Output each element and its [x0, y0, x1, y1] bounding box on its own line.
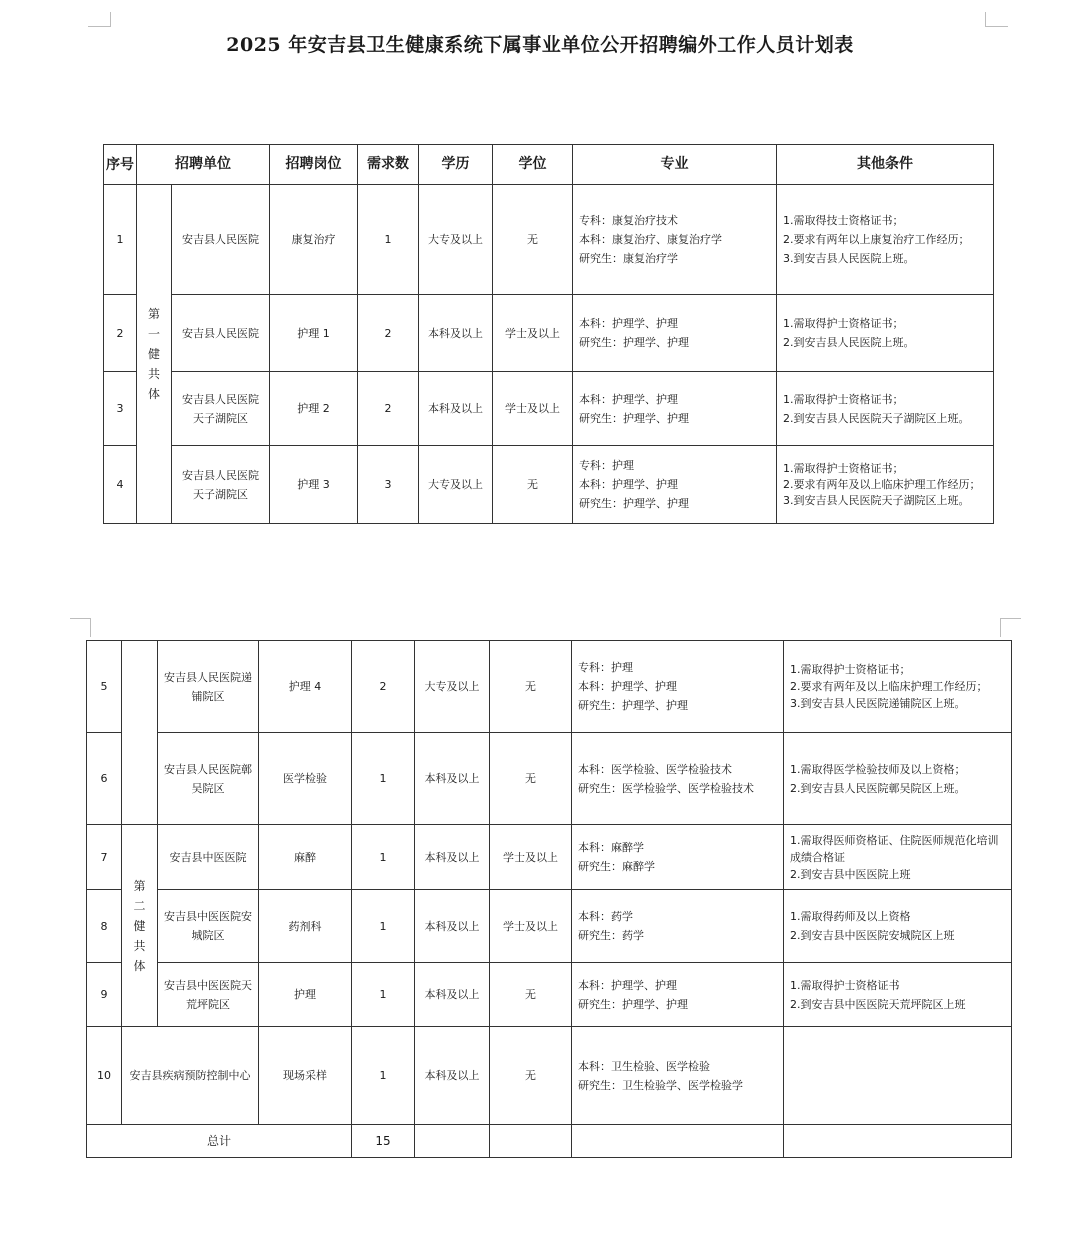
- major-line: 研究生：护理学、护理: [578, 699, 688, 712]
- row-post: 麻醉: [259, 825, 352, 890]
- condition-line: 2.到安吉县人民医院鄣吴院区上班。: [790, 781, 966, 795]
- row-major: [573, 185, 777, 295]
- row-unit: 安吉县人民医院递铺院区: [158, 641, 259, 733]
- row-other: [777, 372, 994, 446]
- row-num: 3: [358, 446, 419, 524]
- row-seq: 4: [104, 446, 137, 524]
- recruitment-table-page-1: [103, 144, 994, 524]
- major-line: 研究生：康复治疗学: [579, 252, 678, 265]
- row-unit: 安吉县中医医院天荒坪院区: [158, 963, 259, 1027]
- major-line: 研究生：护理学、护理: [579, 336, 689, 349]
- row-degree: 无: [493, 185, 573, 295]
- row-other: [784, 963, 1012, 1027]
- row-unit: 安吉县中医医院安城院区: [158, 890, 259, 963]
- header-seq: 序号: [104, 145, 137, 185]
- condition-line: 2.到安吉县中医医院上班: [790, 867, 911, 881]
- table-row: [104, 446, 994, 524]
- row-num: 1: [352, 825, 415, 890]
- condition-line: 2.到安吉县中医医院安城院区上班: [790, 929, 955, 942]
- major-line: 本科：医学检验、医学检验技术: [578, 762, 732, 776]
- row-edu: 本科及以上: [415, 890, 490, 963]
- row-seq: 8: [87, 890, 122, 963]
- row-num: 2: [352, 641, 415, 733]
- table-row: [87, 733, 1012, 825]
- row-post: 护理 1: [270, 295, 358, 372]
- row-degree: 无: [493, 446, 573, 524]
- condition-line: 2.要求有两年及以上临床护理工作经历；: [783, 477, 981, 491]
- row-seq: 3: [104, 372, 137, 446]
- major-line: 研究生：麻醉学: [578, 860, 655, 873]
- row-unit: 安吉县人民医院鄣吴院区: [158, 733, 259, 825]
- row-major: [573, 372, 777, 446]
- row-unit: 安吉县人民医院: [172, 295, 270, 372]
- row-edu: 大专及以上: [419, 185, 493, 295]
- row-major: [572, 733, 784, 825]
- major-line: 研究生：药学: [578, 929, 644, 942]
- row-other: [784, 1027, 1012, 1125]
- row-edu: 大专及以上: [415, 641, 490, 733]
- condition-line: 3.到安吉县人民医院天子湖院区上班。: [783, 493, 970, 507]
- major-line: 专科：护理: [579, 459, 634, 472]
- empty-cell: [490, 1125, 572, 1158]
- total-label: 总计: [87, 1125, 352, 1158]
- table-row: [87, 963, 1012, 1027]
- row-num: 2: [358, 372, 419, 446]
- row-num: 1: [352, 963, 415, 1027]
- table-row: [87, 890, 1012, 963]
- row-edu: 本科及以上: [415, 825, 490, 890]
- empty-cell: [415, 1125, 490, 1158]
- row-degree: 无: [490, 733, 572, 825]
- major-line: 本科：护理学、护理: [578, 680, 677, 693]
- major-line: 本科：麻醉学: [578, 841, 644, 854]
- group-continuation-cell: [122, 641, 158, 825]
- condition-line: 3.到安吉县人民医院递铺院区上班。: [790, 697, 966, 710]
- condition-line: 3.到安吉县人民医院上班。: [783, 252, 915, 265]
- row-other: [777, 185, 994, 295]
- condition-line: 1.需取得医学检验技师及以上资格；: [790, 762, 966, 776]
- major-line: 研究生：护理学、护理: [579, 411, 689, 425]
- crop-mark-top-right: [985, 12, 1008, 27]
- row-unit: 安吉县疾病预防控制中心: [122, 1027, 259, 1125]
- row-other: [784, 890, 1012, 963]
- row-num: 1: [352, 1027, 415, 1125]
- row-degree: 学士及以上: [490, 825, 572, 890]
- header-unit: 招聘单位: [137, 145, 270, 185]
- major-line: 研究生：医学检验学、医学检验技术: [578, 781, 754, 795]
- major-line: 本科：护理学、护理: [579, 392, 678, 406]
- empty-cell: [784, 1125, 1012, 1158]
- table-row: [104, 185, 994, 295]
- row-other: [777, 446, 994, 524]
- header-post: 招聘岗位: [270, 145, 358, 185]
- row-seq: 6: [87, 733, 122, 825]
- row-edu: 本科及以上: [419, 372, 493, 446]
- row-degree: 学士及以上: [493, 295, 573, 372]
- row-other: [784, 733, 1012, 825]
- row-edu: 大专及以上: [419, 446, 493, 524]
- row-degree: 学士及以上: [490, 890, 572, 963]
- major-line: 本科：卫生检验、医学检验: [578, 1059, 710, 1073]
- table-row: [104, 295, 994, 372]
- row-seq: 2: [104, 295, 137, 372]
- row-other: [777, 295, 994, 372]
- row-edu: 本科及以上: [415, 1027, 490, 1125]
- condition-line: 1.需取得技士资格证书；: [783, 214, 904, 227]
- row-num: 1: [358, 185, 419, 295]
- header-num: 需求数: [358, 145, 419, 185]
- row-edu: 本科及以上: [419, 295, 493, 372]
- condition-line: 1.需取得护士资格证书；: [790, 663, 911, 676]
- row-post: 医学检验: [259, 733, 352, 825]
- major-line: 专科：康复治疗技术: [579, 214, 678, 227]
- row-post: 康复治疗: [270, 185, 358, 295]
- major-line: 本科：护理学、护理: [578, 978, 677, 992]
- row-degree: 学士及以上: [493, 372, 573, 446]
- condition-line: 2.到安吉县人民医院天子湖院区上班。: [783, 411, 970, 425]
- row-edu: 本科及以上: [415, 733, 490, 825]
- table-row: [87, 1027, 1012, 1125]
- row-seq: 1: [104, 185, 137, 295]
- row-major: [572, 890, 784, 963]
- row-major: [572, 641, 784, 733]
- major-line: 研究生：护理学、护理: [579, 497, 689, 510]
- major-line: 研究生：卫生检验学、医学检验学: [578, 1078, 743, 1092]
- row-major: [572, 825, 784, 890]
- condition-line: 2.到安吉县人民医院上班。: [783, 336, 915, 349]
- row-seq: 9: [87, 963, 122, 1027]
- major-line: 本科：药学: [578, 910, 633, 923]
- group-label: 第二健共体: [133, 878, 146, 973]
- condition-line: 1.需取得护士资格证书: [790, 978, 900, 992]
- row-degree: 无: [490, 1027, 572, 1125]
- table-header-row: [104, 145, 994, 185]
- row-num: 2: [358, 295, 419, 372]
- document-title: 2025 年安吉县卫生健康系统下属事业单位公开招聘编外工作人员计划表: [226, 34, 854, 56]
- header-major: 专业: [573, 145, 777, 185]
- row-post: 护理 3: [270, 446, 358, 524]
- row-seq: 7: [87, 825, 122, 890]
- condition-line: 1.需取得医师资格证、住院医师规范化培训成绩合格证: [790, 833, 999, 864]
- empty-cell: [572, 1125, 784, 1158]
- row-post: 护理 4: [259, 641, 352, 733]
- row-num: 1: [352, 890, 415, 963]
- header-other: 其他条件: [777, 145, 994, 185]
- row-major: [572, 963, 784, 1027]
- row-post: 护理 2: [270, 372, 358, 446]
- row-other: [784, 641, 1012, 733]
- condition-line: 1.需取得护士资格证书；: [783, 461, 904, 475]
- recruitment-table-page-2: [86, 640, 1012, 1158]
- row-num: 1: [352, 733, 415, 825]
- row-unit: 安吉县人民医院: [172, 185, 270, 295]
- table-row: [104, 372, 994, 446]
- row-edu: 本科及以上: [415, 963, 490, 1027]
- major-line: 研究生：护理学、护理: [578, 997, 688, 1011]
- row-unit: 安吉县人民医院天子湖院区: [172, 446, 270, 524]
- total-row: [87, 1125, 1012, 1158]
- row-post: 药剂科: [259, 890, 352, 963]
- row-degree: 无: [490, 963, 572, 1027]
- major-line: 本科：护理学、护理: [579, 317, 678, 330]
- row-seq: 5: [87, 641, 122, 733]
- header-degree: 学位: [493, 145, 573, 185]
- condition-line: 1.需取得护士资格证书；: [783, 317, 904, 330]
- crop-mark-top-left: [88, 12, 111, 27]
- row-major: [573, 295, 777, 372]
- major-line: 专科：护理: [578, 661, 633, 674]
- major-line: 本科：康复治疗、康复治疗学: [579, 233, 722, 246]
- condition-line: 1.需取得药师及以上资格: [790, 910, 911, 923]
- table-row: [87, 825, 1012, 890]
- group-cell-g2: [122, 825, 158, 1027]
- page-break-mark-right: [1000, 618, 1021, 637]
- group-cell-g1: [137, 185, 172, 524]
- total-value: 15: [352, 1125, 415, 1158]
- condition-line: 2.要求有两年及以上临床护理工作经历；: [790, 680, 988, 693]
- condition-line: 1.需取得护士资格证书；: [783, 392, 904, 406]
- major-line: 本科：护理学、护理: [579, 478, 678, 491]
- row-major: [573, 446, 777, 524]
- header-edu: 学历: [419, 145, 493, 185]
- group-label: 第一健共体: [147, 307, 160, 401]
- row-degree: 无: [490, 641, 572, 733]
- row-major: [572, 1027, 784, 1125]
- condition-line: 2.到安吉县中医医院天荒坪院区上班: [790, 997, 966, 1011]
- row-other: [784, 825, 1012, 890]
- row-post: 现场采样: [259, 1027, 352, 1125]
- row-unit: 安吉县人民医院天子湖院区: [172, 372, 270, 446]
- table-row: [87, 641, 1012, 733]
- condition-line: 2.要求有两年以上康复治疗工作经历；: [783, 233, 970, 246]
- row-unit: 安吉县中医医院: [158, 825, 259, 890]
- page-break-mark-left: [70, 618, 91, 637]
- row-seq: 10: [87, 1027, 122, 1125]
- row-post: 护理: [259, 963, 352, 1027]
